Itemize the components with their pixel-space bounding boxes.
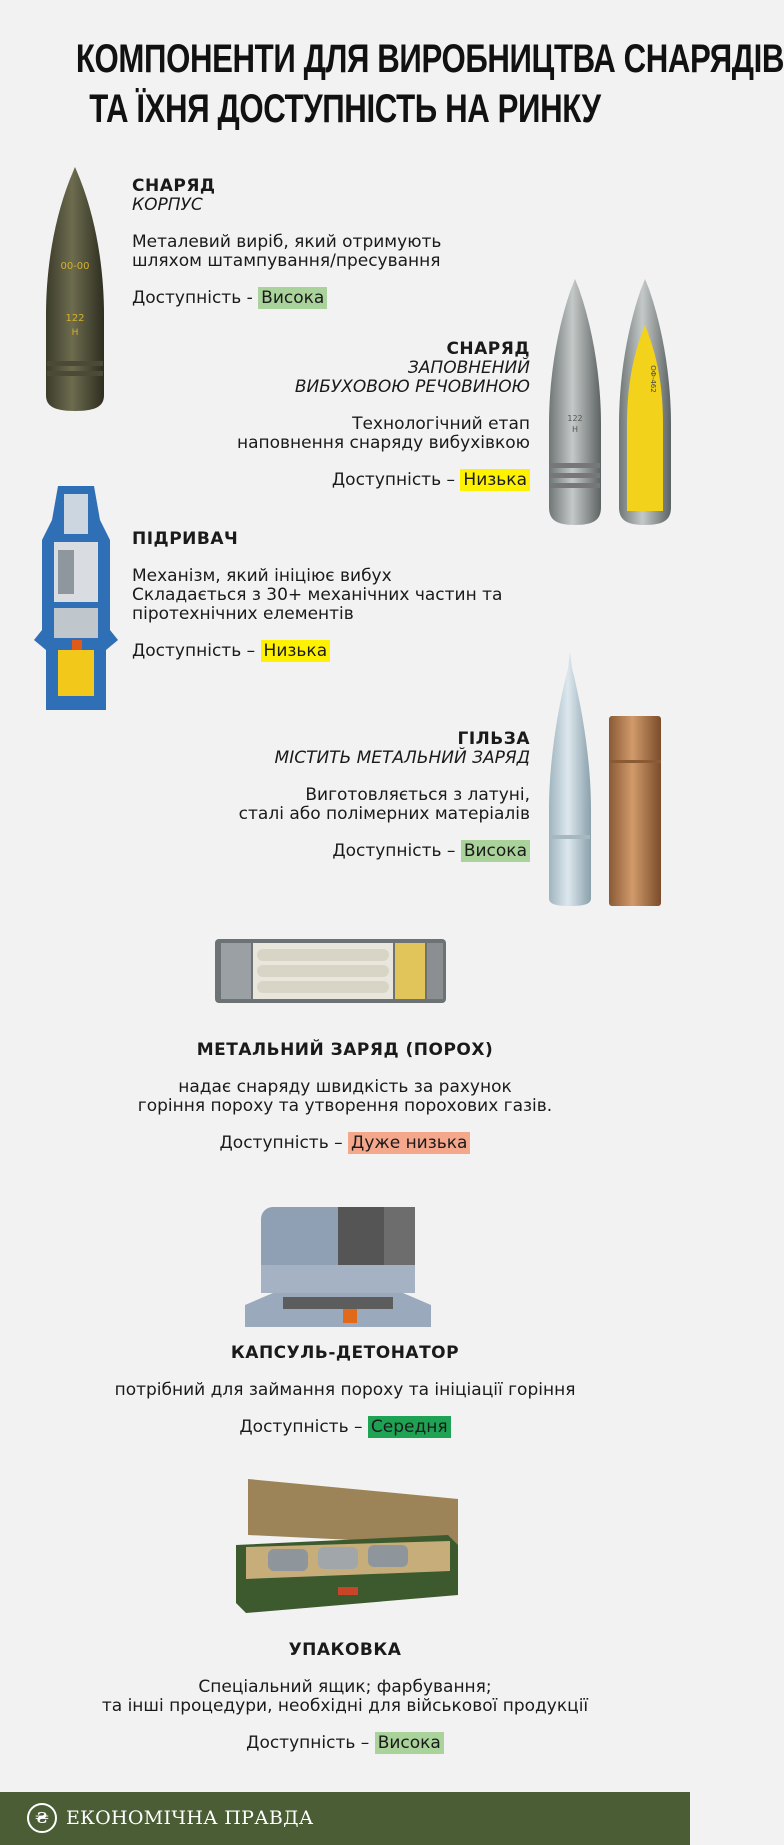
brand-name: ЕКОНОМІЧНА ПРАВДА (66, 1807, 314, 1829)
item-subtitle: ЗАПОВНЕНИЙ ВИБУХОВОЮ РЕЧОВИНОЮ (294, 358, 530, 397)
cartridge-case-image (545, 650, 685, 910)
availability: Доступність – Дуже низька (0, 1134, 690, 1153)
item-description: Спеціальний ящик; фарбування; та інші процедури, необхідні для військової продукції (101, 1677, 589, 1716)
item-cartridge-case (180, 730, 530, 861)
footer (0, 1792, 690, 1845)
availability-badge: Висока (258, 287, 327, 309)
availability-badge: Висока (375, 1732, 444, 1754)
availability-badge: Низька (261, 640, 331, 662)
svg-text:Н: Н (71, 328, 79, 338)
item-name: СНАРЯД (446, 339, 530, 359)
item-name: ПІДРИВАЧ (132, 529, 239, 549)
availability: Доступність - Висока (132, 289, 441, 308)
svg-text:122: 122 (65, 313, 85, 324)
primer-image (243, 1205, 433, 1330)
availability: Доступність – Висока (0, 1734, 690, 1753)
item-fuze (132, 530, 502, 661)
availability-badge: Низька (460, 469, 530, 491)
availability-badge: Висока (461, 840, 530, 862)
svg-text:122: 122 (567, 414, 583, 423)
availability: Доступність – Висока (180, 842, 530, 861)
filled-shell-image (545, 275, 685, 530)
hryvnia-logo-icon: ₴ (27, 1803, 57, 1833)
page-title (75, 34, 784, 134)
title-line-2: ТА ЇХНЯ ДОСТУПНІСТЬ НА РИНКУ (89, 87, 601, 131)
item-filled-shell (180, 340, 530, 490)
item-description: Механізм, який ініціює вибух Складається з 30+ механічних частин та піротехнічних елементів (132, 566, 503, 624)
shell-body-image (40, 165, 110, 415)
item-name: СНАРЯД (132, 176, 216, 196)
svg-text:ОФ-462: ОФ-462 (649, 365, 657, 393)
item-name: УПАКОВКА (288, 1640, 402, 1660)
svg-text:00-00: 00-00 (60, 261, 90, 272)
item-subtitle: МІСТИТЬ МЕТАЛЬНИЙ ЗАРЯД (274, 748, 530, 768)
item-primer (0, 1344, 690, 1437)
item-description: Технологічний етап наповнення снаряду вибухівкою (236, 414, 530, 453)
availability: Доступність – Низька (132, 642, 502, 661)
item-description: Металевий виріб, який отримують шляхом штампування/пресування (132, 232, 442, 271)
item-packaging (0, 1641, 690, 1753)
title-line-1: КОМПОНЕНТИ ДЛЯ ВИРОБНИЦТВА СНАРЯДІВ (75, 37, 784, 81)
item-name: КАПСУЛЬ-ДЕТОНАТОР (230, 1343, 460, 1363)
item-propellant-charge (0, 1041, 690, 1153)
packaging-crate-image (228, 1475, 463, 1615)
item-description: надає снаряду швидкість за рахунок горіння пороху та утворення порохових газів. (137, 1077, 553, 1116)
availability: Доступність – Низька (180, 471, 530, 490)
svg-text:Н: Н (571, 425, 579, 434)
item-shell-body (132, 177, 441, 308)
item-description: Виготовляється з латуні, сталі або полімерних матеріалів (238, 785, 530, 824)
item-name: ГІЛЬЗА (457, 729, 530, 749)
fuze-image (28, 480, 123, 720)
item-name: МЕТАЛЬНИЙ ЗАРЯД (ПОРОХ) (196, 1040, 494, 1060)
item-subtitle: КОРПУС (132, 195, 203, 215)
propellant-charge-image (213, 935, 448, 1007)
availability-badge: Дуже низька (348, 1132, 470, 1154)
item-description: потрібний для займання пороху та ініціації горіння (114, 1380, 576, 1400)
availability-badge: Середня (368, 1416, 451, 1438)
availability: Доступність – Середня (0, 1418, 690, 1437)
